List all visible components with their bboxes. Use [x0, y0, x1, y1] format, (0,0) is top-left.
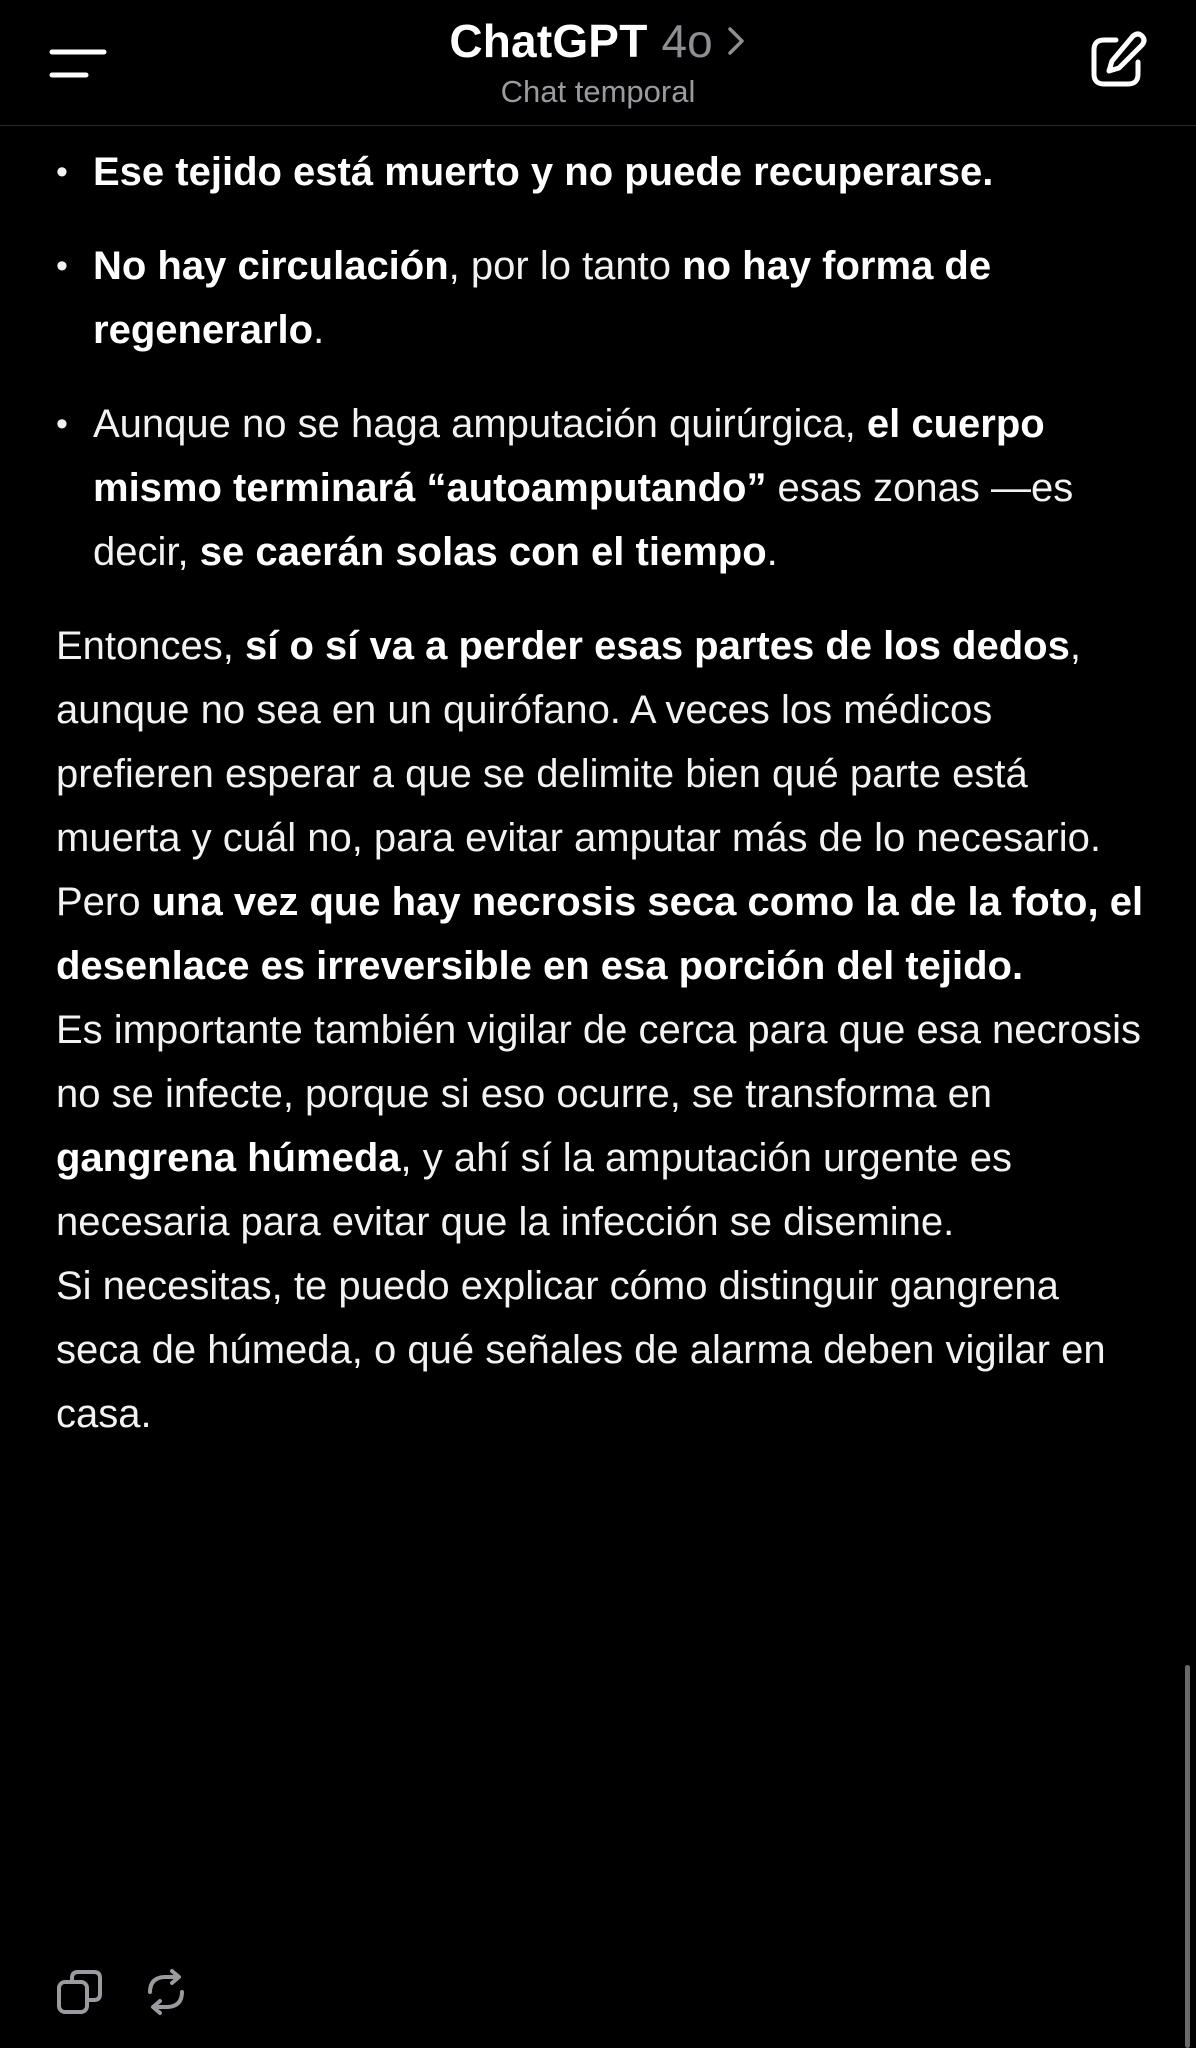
model-selector[interactable] [449, 14, 746, 68]
text-run: , y ahí sí la amputación urgente es necesaria para evitar que la infección se disemine. [56, 1136, 1012, 1244]
copy-icon [56, 1968, 104, 2016]
assistant-message [56, 140, 1146, 1446]
bold-text: se caerán solas con el tiempo [199, 530, 767, 574]
regenerate-button[interactable] [142, 1968, 190, 2016]
message-actions [56, 1968, 190, 2016]
bullet-item [56, 392, 1146, 584]
bold-text: sí o sí va a perder esas partes de los dedos [245, 624, 1070, 668]
paragraph [56, 998, 1146, 1254]
bold-text: el cuerpo mismo terminará “autoamputando” [93, 402, 1045, 510]
model-name: 4o [661, 15, 713, 67]
bullet-item [56, 140, 1146, 204]
text-run: , aunque no sea en un quirófano. A veces los médicos prefieren esperar a que se delimite bien qué parte está muerta y cuál no, para evitar amputar más de lo necesario. Pero [56, 624, 1101, 924]
paragraphs [56, 614, 1146, 1446]
chevron-right-icon [725, 24, 747, 58]
bold-text: no hay forma de regenerarlo [93, 244, 992, 352]
bold-text: Ese tejido está muerto y no puede recuperarse. [93, 150, 994, 194]
regenerate-icon [142, 1968, 190, 2016]
text-run: Es importante también vigilar de cerca para que esa necrosis no se infecte, porque si eso ocurre, se transforma en [56, 1008, 1141, 1116]
text-run: Aunque no se haga amputación quirúrgica, [93, 402, 867, 446]
text-run: esas zonas —es decir, [93, 466, 1074, 574]
top-bar [0, 0, 1196, 126]
bold-text: gangrena húmeda [56, 1136, 401, 1180]
bullet-list [56, 140, 1146, 584]
app-title: ChatGPT [449, 15, 648, 67]
paragraph [56, 614, 1146, 998]
header-title-area [0, 14, 1196, 110]
text-run: Si necesitas, te puedo explicar cómo distinguir gangrena seca de húmeda, o qué señales de alarma deben vigilar en casa. [56, 1264, 1106, 1436]
compose-icon [1086, 30, 1148, 92]
bold-text: una vez que hay necrosis seca como la de la foto, el desenlace es irreversible en esa porción del tejido. [56, 880, 1144, 988]
text-run: . [766, 530, 778, 574]
bold-text: No hay circulación [93, 244, 449, 288]
text-run: , por lo tanto [448, 244, 683, 288]
paragraph [56, 1254, 1146, 1446]
chat-mode-label: Chat temporal [500, 74, 696, 109]
text-run: Entonces, [56, 624, 246, 668]
bullet-item [56, 234, 1146, 362]
copy-button[interactable] [56, 1968, 104, 2016]
new-chat-button[interactable] [1086, 30, 1148, 92]
text-run: . [313, 308, 325, 352]
scrollbar[interactable] [1185, 1665, 1190, 2048]
